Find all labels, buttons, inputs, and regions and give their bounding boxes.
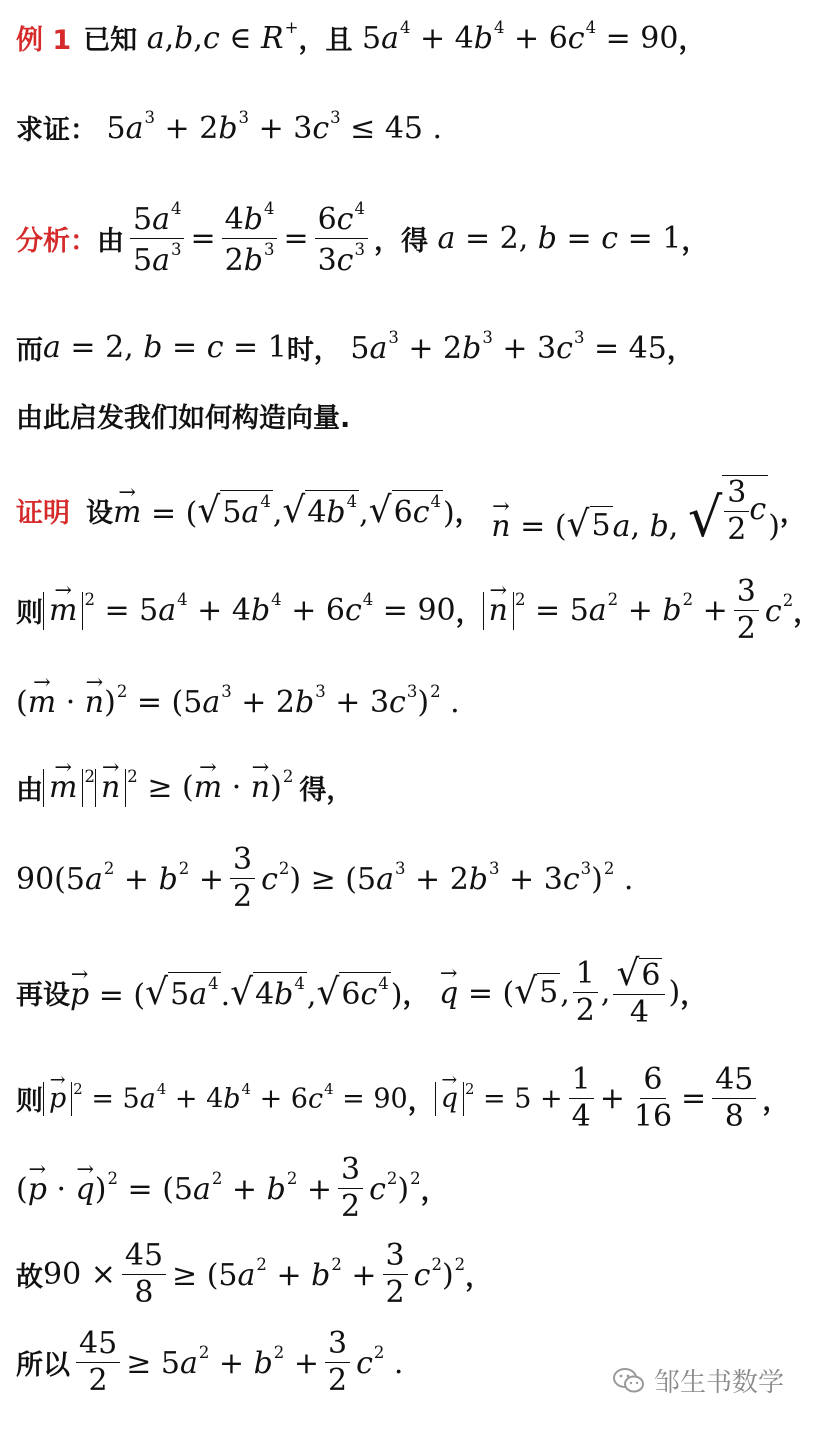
proof-by: 由 — [16, 774, 43, 806]
watermark-text: 邹生书数学 — [653, 1368, 784, 1398]
analysis-inspire-line — [16, 392, 350, 438]
proof-then: 则 — [16, 1085, 43, 1117]
fraction: $\frac{6}{16}$ — [633, 1062, 673, 1134]
comma: ， — [681, 225, 709, 257]
fraction: $\frac{3}{2}$ — [230, 844, 255, 912]
cauchy-line: 由 → m $^2$→ n $^2$ ≥ (→ m · → n)$^2$ 得， — [16, 764, 353, 810]
prove-line — [16, 104, 442, 150]
comma: ， — [666, 334, 694, 366]
fraction: $\frac{45}{8}$ — [122, 1240, 166, 1308]
analysis-label: 分析： — [16, 225, 97, 257]
proof-set: 设 — [86, 497, 113, 529]
fraction: $\frac{5a^4}{5a^3}$ — [130, 200, 184, 276]
analysis-when: 时， — [286, 334, 341, 366]
analysis-get: ，得 — [373, 225, 428, 257]
inequality-one-line: $90(5a^2 + b^2$ + $\frac{3}{2}$ $c^2) \ge (5a^3 + 2b^3 + 3c^3)^2$ . — [16, 842, 634, 914]
proof-then: 则 — [16, 597, 43, 629]
condition-set: a,b,c ∈ R+ — [146, 18, 299, 56]
watermark — [612, 1362, 784, 1399]
comma: ， — [678, 24, 706, 56]
fraction: $\frac{3}{2}$ — [325, 1328, 350, 1396]
proof-reset: 再设 — [16, 979, 70, 1011]
analysis-while: 而 — [16, 334, 43, 366]
analysis-by: 由 — [97, 225, 124, 257]
prove-label: 求证： — [16, 114, 97, 146]
proof-line: 证明 设 → m = ( √ $5a^4$ , √ $4b^4$ , √ $6c^4$ ) ， → n = ( √ 5 a, b, √ $\frac{3}{2}$ c ) ， — [16, 470, 807, 550]
fraction: $\frac{3}{2}$ — [734, 576, 759, 644]
condition-equation: $5a^4 + 4b^4 + 6c^4 = 90$ — [352, 18, 679, 56]
fraction: $\frac{6c^4}{3c^3}$ — [315, 200, 368, 276]
example-line — [16, 14, 705, 60]
fraction: $\frac{3}{2}$ — [383, 1240, 408, 1308]
pq-norms-line: 则 → p $^2 = 5a^4 + 4b^4 + 6c^4 = 90$ ， → q $^2$ = 5 + $\frac{1}{4}$ + $\frac{6}{16}$ = $\frac{45}{8}$ ， — [16, 1058, 789, 1138]
prove-inequality: $5a^3 + 2b^3 + 3c^3 \le 45$ . — [97, 108, 443, 146]
example-text-and: ，且 — [298, 24, 353, 56]
fraction: $\frac{45}{2}$ — [76, 1328, 120, 1396]
example-label: 例 1 — [16, 24, 72, 56]
analysis-line: 分析： 由 $\frac{5a^4}{5a^3}$ = $\frac{4b^4}{2b^3}$ = $\frac{6c^4}{3c^3}$ ，得 a = 2, b = c = 1 ， — [16, 199, 709, 278]
example-text-known: 已知 — [83, 24, 138, 56]
proof-therefore: 故 — [16, 1261, 43, 1293]
fraction: $\frac{3}{2}$ — [338, 1154, 363, 1222]
dot-product-line: (→ m · → $n)^2 = (5a^3 + 2b^3 + 3c^3)^2$ . — [16, 678, 460, 724]
pq-dot-line: (→ p · → $q)^2 = (5a^2 + b^2$ + $\frac{3}{2}$ $c^2)^2$ ， — [16, 1148, 448, 1228]
conclusion-line: 所以 $\frac{45}{2}$ ≥ $5a^2 + b^2$ + $\frac{3}{2}$ $c^2$ . — [16, 1326, 404, 1398]
therefore-line: 故 90 × $\frac{45}{8}$ ≥ ($5a^2 + b^2$ + $\frac{3}{2}$ $c^2)^2$ ， — [16, 1238, 493, 1310]
analysis-inspire: 由此启发我们如何构造向量. — [16, 402, 351, 434]
fraction: $\frac{4b^4}{2b^3}$ — [222, 200, 278, 276]
equality-case: a = 2, b = c = 1 — [437, 220, 682, 256]
wechat-icon — [612, 1367, 646, 1395]
analysis-check-line: 而 a = 2, b = c = 1 时， $5a^3 + 2b^3 + 3c^3 = 45$ ， — [16, 328, 694, 366]
fraction: $\frac{1}{4}$ — [569, 1064, 594, 1132]
proof-get: 得， — [299, 774, 354, 806]
reset-line: 再设 → p = ( √ $5a^4$ . √ $4b^4$ , √ $6c^4$ ) ， → q = ( √ 5 , $\frac{1}{2}$ , √ 6 4 ) ， — [16, 952, 707, 1032]
fraction: $\frac{45}{8}$ — [712, 1064, 756, 1132]
proof-thus: 所以 — [16, 1349, 70, 1381]
norms-line: 则 → m $^2 = 5a^4 + 4b^4 + 6c^4 = 90$ ， → n $^2 = 5a^2 + b^2$ + $\frac{3}{2}$ $c^2$ ， — [16, 570, 820, 650]
proof-label: 证明 — [16, 497, 70, 529]
